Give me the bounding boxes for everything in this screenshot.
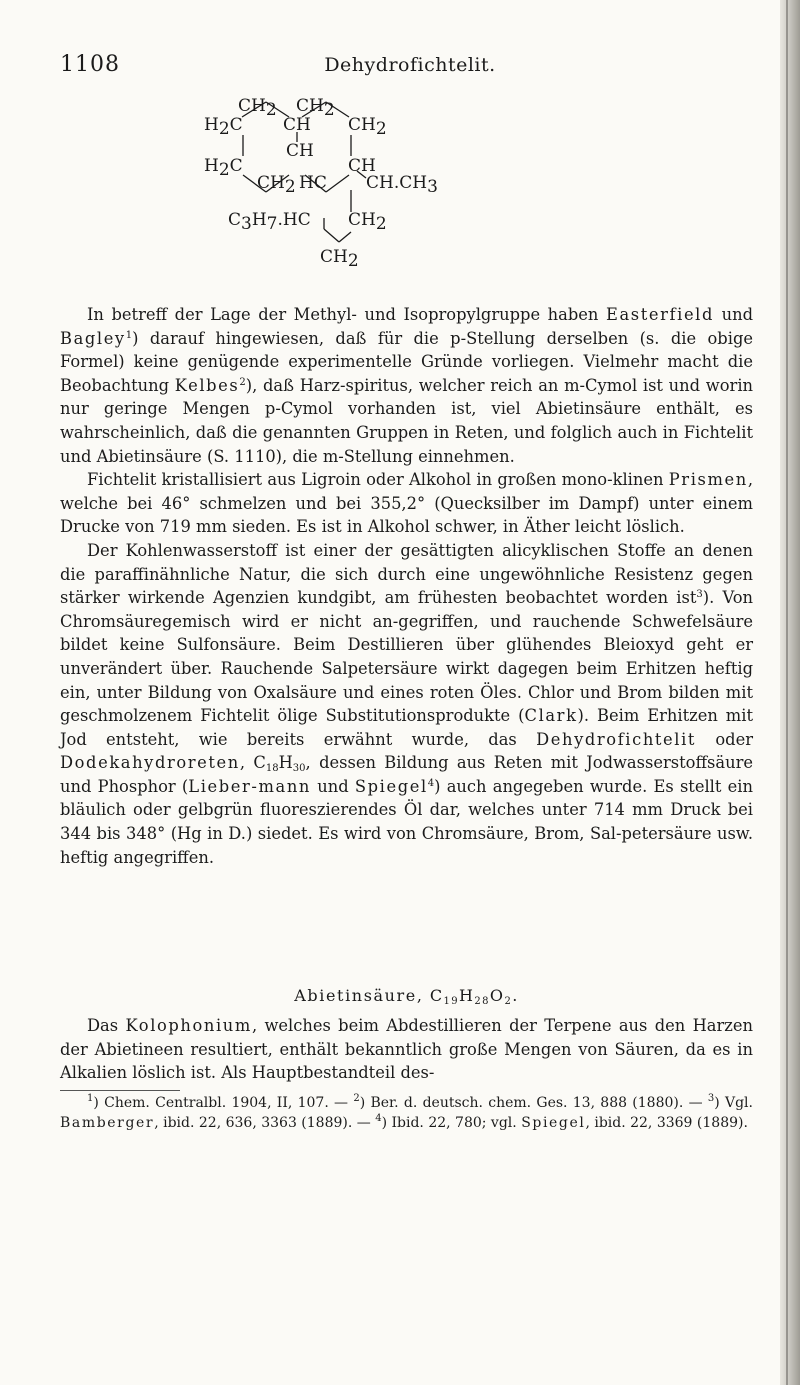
atom-ch2-right-lower: CH2 — [348, 210, 387, 234]
atom-ch2-right-upper: CH2 — [348, 115, 387, 139]
structural-formula — [0, 85, 800, 305]
author-kelbe: Kelbes — [174, 375, 240, 395]
atom-ch-ch3: CH.CH3 — [366, 173, 438, 197]
page-header — [60, 52, 760, 82]
atom-h2c-lower: H2C — [204, 156, 243, 180]
atom-ch2-top-left: CH2 — [238, 96, 277, 120]
paragraph-methyl-position: In betreff der Lage der Methyl- und Isopropylgruppe haben Easterfield und Bagley$^1$) darauf hingewiesen, daß für die p-Stellung derselben (s. die obige Formel) keine genügende experimentelle Gründe vorliegen. Vielmehr macht die Beobachtung Kelbes$^2$), daß Harz-spiritus, welcher reich an m-Cymol ist und worin nur geringe Mengen p-Cymol vorhanden ist, viel Abietinsäure enthält, es wahrscheinlich, daß die genannten Gruppen in Reten, und folglich auch in Fichtelit und Abietinsäure (S. 1110), die m-Stellung einnehmen. — [60, 305, 754, 466]
running-title: Dehydrofichtelit. — [324, 54, 496, 76]
page-number: 1108 — [60, 52, 120, 77]
term-kolophonium: Kolophonium — [125, 1016, 252, 1035]
term-dehydrofichtelit: Dehydrofichtelit — [536, 729, 697, 749]
footnote-ref-1: 1 — [125, 329, 133, 341]
author-easterfield: Easterfield — [606, 305, 715, 324]
footnote-ref-4: 4 — [427, 777, 435, 789]
author-spiegel: Spiegel — [354, 776, 428, 796]
paragraph-kolophonium: Das Kolophonium, welches beim Abdestillieren der Terpene aus den Harzen der Abietineen resultiert, enthält bekanntlich große Mengen von Säuren, da es in Alkalien löslich ist. Als Hauptbestandteil des- — [60, 1016, 753, 1083]
paragraph-fichtelit-properties: Fichtelit kristallisiert aus Ligroin oder Alkohol in großen mono-klinen Prismen, welche bei 46° schmelzen und bei 355,2° (Quecksilber im Dampf) unter einem Drucke von 719 mm sieden. Es ist in Alkohol schwer, in Äther leicht löslich. — [60, 470, 753, 537]
footnote-list: $^1$) Chem. Centralbl. 1904, II, 107. — $^2$) Ber. d. deutsch. chem. Ges. 13, 888 (1880). — $^3$) Vgl. Bamberger, ibid. 22, 636, 3363 (1889). — $^4$) Ibid. 22, 780; vgl. Spiegel, ibid. 22, 3369 (1889). — [60, 1093, 753, 1131]
paragraph-hydrocarbon-reactions: Der Kohlenwasserstoff ist einer der gesättigten alicyklischen Stoffe an denen die paraffinähnliche Natur, die sich durch eine ungewöhnliche Resistenz gegen stärker wirkende Agenzien kundgibt, am frühesten beobachtet worden ist$^3$). Von Chromsäuregemisch wird er nicht an-gegriffen, und rauchende Schwefelsäure bildet keine Sulfonsäure. Beim Destillieren über glühendes Bleioxyd geht er unverändert über. Rauchende Salpetersäure wirkt dagegen beim Erhitzen heftig ein, unter Bildung von Oxalsäure und eines roten Öles. Chlor und Brom bilden mit geschmolzenem Fichtelit ölige Substitutionsprodukte (Clark). Beim Erhitzen mit Jod entsteht, wie bereits erwähnt wurde, das Dehydrofichtelit oder Dodekahydroreten, $C_{18}H_{30}$, dessen Bildung aus Reten mit Jodwasserstoffsäure und Phosphor (Lieber-mann und Spiegel$^4$) auch angegeben wurde. Es stellt ein bläulich oder gelbgrün fluoreszierendes Öl dar, welches unter 714 mm Druck bei 344 bis 348° (Hg in D.) siedet. Es wird von Chromsäure, Brom, Sal-petersäure usw. heftig angegriffen. — [60, 540, 754, 867]
footnote-divider — [60, 1090, 180, 1091]
body-text — [60, 303, 753, 869]
atom-ch2-top-right: CH2 — [296, 96, 335, 120]
footnotes — [60, 1093, 753, 1133]
atom-ch-right-mid: CH — [348, 156, 376, 176]
footnote-ref-2: 2 — [239, 376, 246, 388]
formula-atoms — [204, 96, 438, 271]
atom-ch2-bottom-left: CH2 — [257, 173, 296, 197]
atom-ch-center-mid: CH — [286, 141, 314, 161]
atom-isopropyl: C3H7.HC — [228, 210, 311, 234]
atom-ch2-bottom: CH2 — [320, 247, 359, 271]
section-heading-abietinsaeure: Abietinsäure, $C_{19}H_{28}O_2$. — [294, 986, 519, 1007]
body-text-abietinsaeure — [60, 1014, 753, 1085]
atom-h2c-upper: H2C — [204, 115, 243, 139]
author-liebermann: Lieber-mann — [188, 776, 312, 796]
atom-hc-bottom: HC — [299, 173, 327, 193]
term-dodekahydroreten: Dodekahydroreten — [60, 753, 240, 773]
footnote-ref-3: 3 — [696, 589, 703, 601]
term-prismen: Prismen — [668, 470, 748, 490]
author-clark: Clark — [524, 706, 578, 726]
author-bagley: Bagley — [60, 328, 126, 348]
atom-ch-center-top: CH — [283, 115, 311, 135]
formula-diagram — [0, 85, 800, 305]
